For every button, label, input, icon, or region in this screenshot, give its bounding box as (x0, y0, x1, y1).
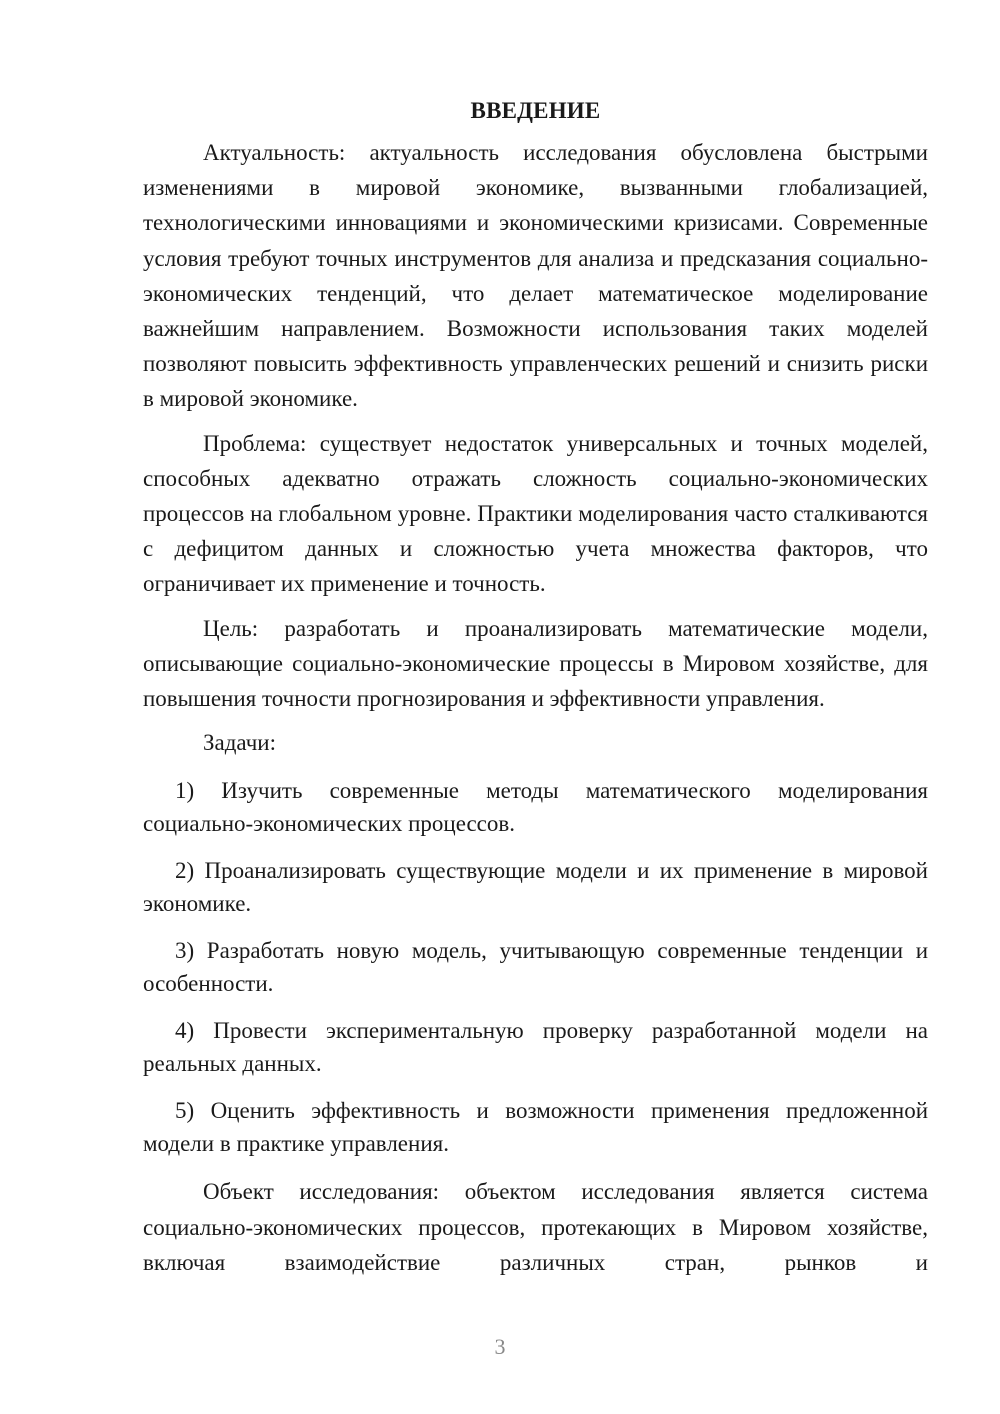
problem-paragraph: Проблема: существует недостаток универсальных и точных моделей, способных адекватно отражать сложность социально-экономических процессов на глобальном уровне. Практики моделирования часто сталкиваются с дефицитом данных и сложностью учета множества факторов, что ограничивает их применение и точность. (143, 430, 928, 597)
task-item-3: 3) Разработать новую модель, учитывающую современные тенденции и особенности. (143, 938, 928, 997)
document-body (143, 97, 928, 1289)
page-number: 3 (494, 1334, 506, 1359)
task-item-5: 5) Оценить эффективность и возможности применения предложенной модели в практике управления. (143, 1098, 928, 1157)
relevance-paragraph: Актуальность: актуальность исследования обусловлена быстрыми изменениями в мировой экономике, вызванными глобализацией, технологическими инновациями и экономическими кризисами. Современные условия требуют точных инструментов для анализа и предсказания социально-экономических тенденций, что делает математическое моделирование важнейшим направлением. Возможности использования таких моделей позволяют повысить эффективность управленческих решений и снизить риски в мировой экономике. (143, 140, 928, 412)
task-item-4: 4) Провести экспериментальную проверку разработанной модели на реальных данных. (143, 1018, 928, 1077)
tasks-heading: Задачи: (203, 730, 276, 756)
object-paragraph: Объект исследования: объектом исследования является система социально-экономических процессов, протекающих в Мировом хозяйстве, включая взаимодействие различных стран, рынков и (143, 1179, 928, 1275)
goal-paragraph: Цель: разработать и проанализировать математические модели, описывающие социально-экономические процессы в Мировом хозяйстве, для повышения точности прогнозирования и эффективности управления. (143, 615, 928, 712)
task-item-1: 1) Изучить современные методы математического моделирования социально-экономических процессов. (143, 778, 928, 837)
section-title: ВВЕДЕНИЕ (470, 98, 601, 123)
task-item-2: 2) Проанализировать существующие модели и их применение в мировой экономике. (143, 858, 928, 917)
